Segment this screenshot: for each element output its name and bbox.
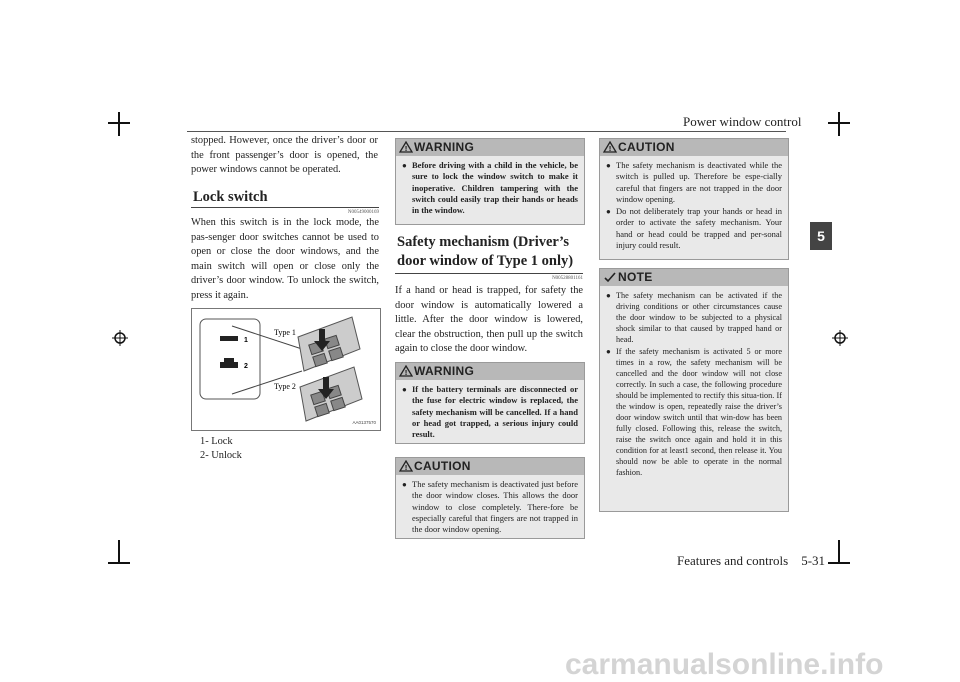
list-item — [402, 384, 578, 440]
caution-header — [600, 139, 788, 156]
warning-label: WARNING — [414, 364, 475, 378]
caution-box-deactivation — [395, 457, 585, 539]
note-label: NOTE — [618, 270, 653, 284]
bullet-icon: ● — [402, 385, 407, 394]
section-title-lock-switch: Lock switch — [193, 189, 268, 205]
caution-header — [396, 458, 584, 475]
warning-label: WARNING — [414, 140, 475, 154]
page-number: 5-31 — [801, 553, 826, 568]
list-item-text: If the battery terminals are disconnected or the fuse for electric window is replaced, the safety mechanism will be cancelled. If a hand or head got trapped, a serious injury could result. — [412, 384, 578, 440]
warning-triangle-icon — [399, 141, 413, 153]
list-item-text: The safety mechanism is deactivated just before the door window closes. This allows the door window to close completely. There-fore be especially careful that fingers are not trapped in the door window opening. — [412, 479, 578, 535]
safety-mechanism-paragraph: If a hand or head is trapped, for safety the door window is automatically lowered a little. After the door window is lowered, clear the obstruction, then pull up the switch again to close the door window. — [395, 285, 583, 355]
list-item — [606, 290, 782, 345]
list-item — [606, 346, 782, 478]
page-footer — [677, 553, 825, 569]
crop-mark — [108, 562, 130, 564]
registration-mark-icon — [832, 330, 848, 346]
footer-section: Features and controls — [677, 553, 789, 568]
crop-mark — [828, 562, 850, 564]
warning-box-battery — [395, 362, 585, 444]
list-item — [606, 160, 782, 205]
switch-figure — [191, 308, 381, 431]
section-code: N00549000169 — [347, 210, 379, 215]
list-item-text: The safety mechanism is deactivated while the switch is pulled up. Therefore be espe-cially careful that fingers are not trapped in the door window opening. — [616, 160, 782, 204]
svg-text:!: ! — [404, 465, 408, 472]
list-item-text: Do not deliberately trap your hands or head in order to activate the safety mechanism. Your hand or head could be trapped and per-sonal injury could result. — [616, 206, 782, 251]
caution-triangle-icon — [603, 141, 617, 153]
caution-label: CAUTION — [618, 140, 675, 154]
page-header-title: Power window control — [683, 114, 802, 129]
lock-switch-paragraph: When this switch is in the lock mode, the pas-senger door switches cannot be used to open or close the door windows, and the main switch will open or close only the driver’s door window. To unlock the switch, press it again. — [191, 217, 379, 301]
warning-triangle-icon — [399, 365, 413, 377]
note-box — [599, 268, 789, 512]
list-item-text: Before driving with a child in the vehicle, be sure to lock the window switch to make it inoperative. Children tampering with the switch could easily trap their hands or heads in the window. — [412, 160, 578, 216]
watermark: carmanualsonline.info — [565, 648, 884, 681]
list-item — [606, 206, 782, 251]
crop-mark — [118, 112, 120, 136]
legend-unlock: 2- Unlock — [200, 450, 242, 461]
caution-box-trap — [599, 138, 789, 260]
crop-mark — [838, 112, 840, 136]
section-code: N00528801161 — [552, 276, 583, 281]
crop-mark — [838, 540, 840, 564]
crop-mark — [828, 122, 850, 124]
section-title-safety-mechanism: Safety mechanism (Driver’s door window of Type 1 only) — [397, 234, 574, 269]
type2-label: Type 2 — [274, 382, 296, 391]
bullet-icon: ● — [606, 347, 611, 356]
note-pencil-icon — [603, 271, 617, 283]
bullet-icon: ● — [606, 207, 611, 217]
crop-mark — [118, 540, 120, 564]
type1-label: Type 1 — [274, 328, 296, 337]
svg-text:!: ! — [608, 146, 612, 153]
bullet-icon: ● — [606, 161, 611, 170]
section-rule — [191, 207, 379, 208]
caution-label: CAUTION — [414, 459, 471, 473]
warning-header — [396, 363, 584, 380]
legend-lock: 1- Lock — [200, 436, 233, 447]
list-item — [402, 479, 578, 535]
switch-label-1: 1 — [244, 337, 248, 344]
header-rule — [187, 131, 786, 132]
svg-text:!: ! — [404, 370, 408, 377]
section-rule — [395, 273, 583, 274]
window-switch-illustration — [192, 309, 380, 430]
intro-text: stopped. However, once the driver’s door or the front passenger’s door is opened, the power windows cannot be operated. — [191, 135, 378, 176]
list-item — [402, 160, 578, 216]
chapter-tab: 5 — [810, 222, 832, 250]
switch-label-2: 2 — [244, 363, 248, 370]
crop-mark — [108, 122, 130, 124]
warning-header — [396, 139, 584, 156]
list-item-text: If the safety mechanism is activated 5 or more times in a row, the safety mechanism will be cancelled and the door window will not close correctly. In such a case, the following procedure should be implemented to rectify this situa-tion. If the window is open, repeatedly raise the driver’s door window switch until that win-dow has been fully closed. Following this, release the switch, raise the switch once again and hold it in this condition for at least1 second, then release it. You should now be able to operate in the normal fashion. — [616, 347, 782, 477]
bullet-icon: ● — [606, 291, 611, 300]
bullet-icon: ● — [402, 161, 407, 170]
caution-triangle-icon — [399, 460, 413, 472]
figure-code: AA0137570 — [352, 420, 376, 425]
note-header — [600, 269, 788, 286]
warning-box-child — [395, 138, 585, 225]
registration-mark-icon — [112, 330, 128, 346]
svg-text:!: ! — [404, 146, 408, 153]
bullet-icon: ● — [402, 480, 407, 489]
list-item-text: The safety mechanism can be activated if the driving conditions or other circumstances cause the door window to be subjected to a physical shock similar to that caused by trapped hand or head. — [616, 291, 782, 344]
